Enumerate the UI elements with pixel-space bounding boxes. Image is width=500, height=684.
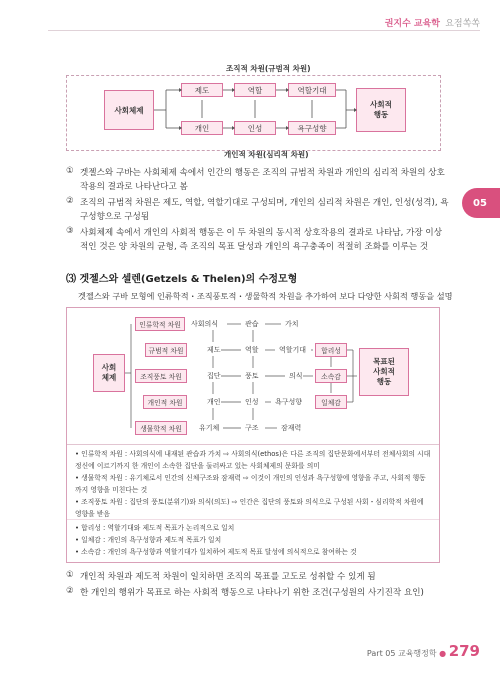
diagram2-cell: 제도 [207, 346, 221, 354]
diagram1-top-title: 조직적 차원(규범적 차원) [226, 64, 311, 73]
bullet-item: • 인류학적 차원 : 사회의식에 내재된 관습과 가치 ⇨ 사회의식(ethos)은 다른 조직의 집단문화에서부터 전체사회의 시대정신에 이르기까지 한 개인이 소속한 집단을 둘러싸고 있는 사회체제의 문화를 의미 [75, 450, 431, 470]
getzels-guba-diagram [66, 63, 441, 163]
list-number: ③ [66, 226, 74, 236]
diagram2-end-box: 합리성 [315, 343, 347, 357]
diagram2-cell: 개인 [207, 398, 221, 406]
section-intro: 겟젤스와 구바 모형에 인류학적・조직풍토적・생물학적 차원을 추가하여 보다 다양한 사회적 행동을 설명 [78, 291, 453, 301]
footer-dot-icon: ● [439, 649, 449, 658]
header-subtitle: 요점쏙쏙 [445, 19, 480, 29]
diagram2-cell: 집단 [207, 372, 221, 380]
list-number: ① [66, 570, 74, 580]
diagram2-divider [67, 519, 439, 520]
diagram2-arrows [67, 308, 441, 448]
list-text: 한 개인의 행위가 목표로 하는 사회적 행동으로 나타나기 위한 조건(구성원의 사기진작 요인) [80, 588, 424, 598]
diagram1-row2-cell: 개인 [181, 121, 223, 135]
bullet-item: • 생물학적 차원 : 유기체로서 인간의 신체구조와 잠재력 ⇨ 이것이 개인의 인성과 욕구성향에 영향을 주고, 사회적 행동까지 영향을 미친다는 것 [75, 474, 426, 494]
list-number: ② [66, 196, 74, 206]
header-divider [48, 30, 480, 31]
dimension-label: 규범적 차원 [145, 343, 187, 357]
dimension-label: 개인적 차원 [143, 395, 187, 409]
list-number: ② [66, 586, 74, 596]
diagram2-cell: 구조 [245, 424, 259, 432]
diagram1-row2-cell: 욕구성향 [288, 121, 336, 135]
diagram1-arrows [66, 63, 441, 163]
diagram2-cell: 관습 [245, 320, 259, 328]
bullet-item: • 소속감 : 개인의 욕구성향과 역할기대가 일치하여 제도적 목표 달성에 의식적으로 참여하는 것 [75, 548, 357, 556]
chapter-tab [462, 188, 500, 218]
diagram2-cell: 잠재력 [281, 424, 302, 432]
diagram1-row2-cell: 인성 [234, 121, 276, 135]
chapter-tab-label: 05 [473, 197, 487, 209]
dimension-label: 조직풍토 차원 [135, 369, 187, 383]
diagram2-cell: 사회의식 [191, 320, 219, 328]
list-text: 조직의 규범적 차원은 제도, 역할, 역할기대로 구성되며, 개인의 심리적 차원은 개인, 인성(성격), 욕구성향으로 구성됨 [80, 198, 449, 222]
diagram2-cell: 가치 [285, 320, 299, 328]
section-title: ⑶ 겟젤스와 셀렌(Getzels & Thelen)의 수정모형 [66, 274, 298, 285]
diagram2-cell: 인성 [245, 398, 259, 406]
dimension-label: 인류학적 차원 [135, 317, 185, 331]
bullet-item: • 조직풍토 차원 : 집단의 풍토(분위기)와 의식(의도) ⇨ 인간은 집단의 풍토와 의식으로 구성된 사회・심리학적 차원에 영향을 받음 [75, 498, 424, 518]
diagram2-right-box: 목표된 사회적 행동 [359, 348, 409, 396]
list-text: 겟젤스와 구바는 사회체제 속에서 인간의 행동은 조직의 규범적 차원과 개인의 심리적 차원의 상호작용의 결과로 나타난다고 봄 [80, 168, 445, 192]
diagram1-row1-cell: 제도 [181, 83, 223, 97]
diagram2-left-box: 사회 체제 [93, 354, 125, 392]
diagram2-cell: 욕구성향 [275, 398, 303, 406]
diagram1-row1-cell: 역할 [234, 83, 276, 97]
diagram2-divider [67, 444, 439, 445]
diagram2-end-box: 일체감 [315, 395, 347, 409]
diagram2-cell: 역할 [245, 346, 259, 354]
diagram1-right-box: 사회적 행동 [356, 88, 406, 132]
diagram2-cell: 역할기대 [279, 346, 307, 354]
list-number: ① [66, 166, 74, 176]
page-footer [367, 642, 480, 660]
diagram2-cell: 유기체 [199, 424, 220, 432]
diagram2-cell: 풍토 [245, 372, 259, 380]
header-brand: 권지수 교육학 [384, 19, 440, 29]
diagram1-bottom-title: 개인적 차원(심리적 차원) [224, 150, 309, 159]
diagram2-end-box: 소속감 [315, 369, 347, 383]
list-text: 개인적 차원과 제도적 차원이 일치하면 조직의 목표를 고도로 성취할 수 있게 됨 [80, 572, 376, 582]
dimension-label: 생물학적 차원 [135, 421, 187, 435]
diagram1-row1-cell: 역할기대 [288, 83, 336, 97]
diagram2-cell: 의식 [289, 372, 303, 380]
getzels-thelen-diagram [66, 307, 440, 563]
footer-part: Part 05 교육행정학 [366, 649, 437, 658]
diagram1-left-box: 사회체제 [104, 90, 154, 130]
bullet-item: • 일체감 : 개인의 욕구성향과 제도적 목표가 일치 [75, 536, 222, 544]
list-text: 사회체제 속에서 개인의 사회적 행동은 이 두 차원의 동시적 상호작용의 결과로 나타남, 가장 이상적인 것은 양 차원의 균형, 즉 조직의 목표 달성과 개인의 욕구충족이 적절히 조화를 이루는 것 [80, 228, 443, 252]
bullet-item: • 합리성 : 역할기대와 제도적 목표가 논리적으로 일치 [75, 524, 235, 532]
page-header [0, 16, 500, 36]
page-number: 279 [448, 642, 480, 660]
